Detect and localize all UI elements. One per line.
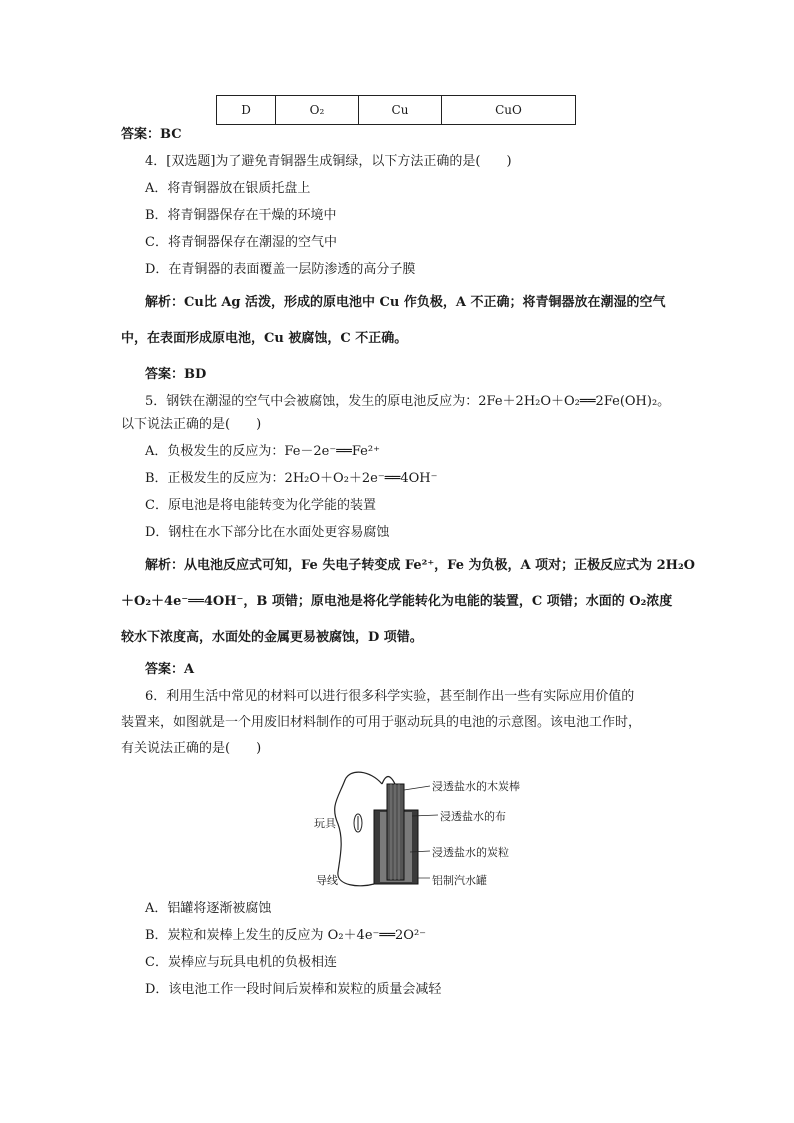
q6-option-d: D．该电池工作一段时间后炭棒和炭粒的质量会减轻 — [145, 982, 442, 997]
q4-stem: 4．[双选题]为了避免青铜器生成铜绿，以下方法正确的是( ) — [145, 154, 512, 169]
q4-option-b: B．将青铜器保存在干燥的环境中 — [145, 208, 337, 223]
q4-analysis-line1: 解析：Cu比 Ag 活泼，形成的原电池中 Cu 作负极，A 不正确；将青铜器放在潮湿的空气 — [145, 295, 666, 310]
q4-option-a: A．将青铜器放在银质托盘上 — [145, 181, 311, 196]
label-wire: 导线 — [316, 874, 338, 887]
q5-stem-line1: 5．钢铁在潮湿的空气中会被腐蚀，发生的原电池反应为：2Fe＋2H₂O＋O₂══2Fe(OH)₂。 — [145, 394, 671, 409]
label-carbon-grains: 浸透盐水的炭粒 — [432, 846, 509, 859]
q4-analysis-line2: 中，在表面形成原电池，Cu 被腐蚀，C 不正确。 — [121, 331, 408, 346]
table-cell-o2: O₂ — [276, 96, 359, 125]
answer-q5: 答案：A — [145, 662, 195, 677]
q5-analysis-line2: ＋O₂＋4e⁻══4OH⁻，B 项错；原电池是将化学能转化为电能的装置，C 项错；水面的 O₂浓度 — [121, 594, 673, 609]
q5-stem-line2: 以下说法正确的是( ) — [121, 417, 262, 432]
q6-stem-line1: 6．利用生活中常见的材料可以进行很多科学实验，甚至制作出一些有实际应用价值的 — [145, 689, 635, 704]
q4-option-c: C．将青铜器保存在潮湿的空气中 — [145, 235, 337, 250]
q6-option-a: A．铝罐将逐渐被腐蚀 — [145, 901, 272, 916]
q5-option-b: B．正极发生的反应为：2H₂O＋O₂＋2e⁻══4OH⁻ — [145, 471, 438, 486]
table-cell-cuo: CuO — [442, 96, 576, 125]
table-cell-cu: Cu — [359, 96, 442, 125]
label-toy: 玩具 — [314, 817, 336, 830]
battery-diagram — [300, 768, 540, 893]
q5-option-a: A．负极发生的反应为：Fe－2e⁻══Fe²⁺ — [145, 444, 380, 459]
answer-q4: 答案：BD — [145, 367, 207, 382]
q6-option-b: B．炭粒和炭棒上发生的反应为 O₂＋4e⁻══2O²⁻ — [145, 928, 427, 943]
q6-stem-line3: 有关说法正确的是( ) — [121, 741, 262, 756]
q6-option-c: C．炭棒应与玩具电机的负极相连 — [145, 955, 337, 970]
answer-table-row — [216, 95, 576, 125]
q6-stem-line2: 装置来，如图就是一个用废旧材料制作的可用于驱动玩具的电池的示意图。该电池工作时， — [121, 715, 642, 730]
label-charcoal-rod: 浸透盐水的木炭棒 — [432, 780, 520, 793]
q5-analysis-line1: 解析：从电池反应式可知，Fe 失电子转变成 Fe²⁺，Fe 为负极，A 项对；正极反应式为 2H₂O — [145, 558, 695, 573]
table-cell-d: D — [217, 96, 276, 125]
label-aluminum-can: 铝制汽水罐 — [432, 874, 487, 887]
label-salt-cloth: 浸透盐水的布 — [440, 810, 506, 823]
q5-option-d: D．钢柱在水下部分比在水面处更容易腐蚀 — [145, 525, 390, 540]
q5-option-c: C．原电池是将电能转变为化学能的装置 — [145, 498, 376, 513]
q4-option-d: D．在青铜器的表面覆盖一层防渗透的高分子膜 — [145, 262, 416, 277]
q5-analysis-line3: 较水下浓度高，水面处的金属更易被腐蚀，D 项错。 — [121, 630, 423, 645]
answer-q3: 答案：BC — [121, 127, 182, 142]
